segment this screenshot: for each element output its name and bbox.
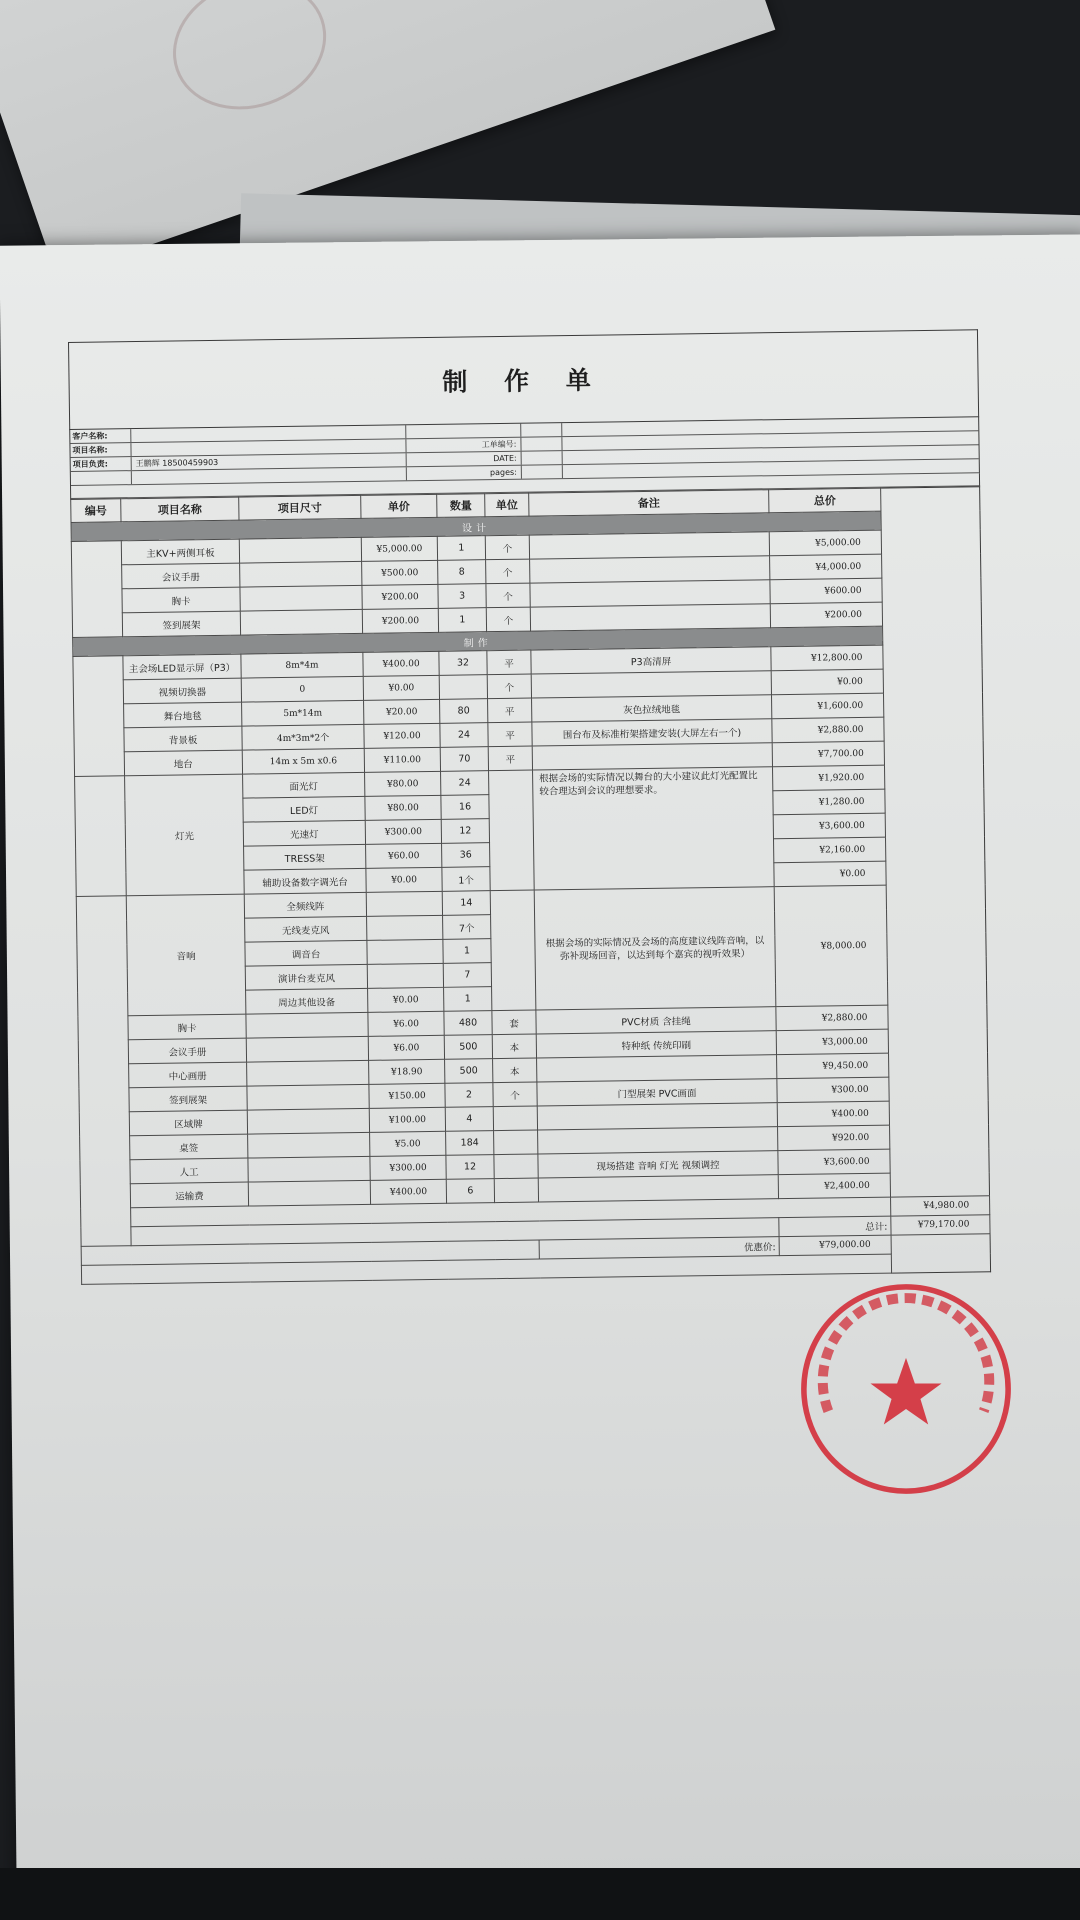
remark: PVC材质 含挂绳	[536, 1007, 776, 1034]
audio-note: 根据会场的实际情况及会场的高度建议线阵音响，以弥补现场回音，以达到每个嘉宾的视听效果）	[534, 887, 776, 1010]
quantity: 7	[443, 963, 491, 988]
unit-price: ¥500.00	[362, 560, 438, 585]
sub-item: 调音台	[245, 940, 367, 966]
item-name: 会议手册	[122, 563, 240, 589]
discount-label: 优惠价:	[539, 1237, 779, 1259]
order-table	[70, 486, 991, 1285]
section-label: 制作	[73, 626, 883, 656]
discount-value: ¥79,000.00	[779, 1235, 891, 1256]
item-name: 背景板	[124, 726, 242, 752]
line-total: ¥3,600.00	[778, 1149, 890, 1175]
unit	[494, 1130, 538, 1155]
line-total: ¥3,000.00	[776, 1029, 888, 1055]
col-header: 编号	[71, 499, 121, 523]
quantity: 1	[438, 608, 486, 633]
remark: 门型展架 PVC画面	[537, 1079, 777, 1106]
unit-price: ¥6.00	[368, 1035, 444, 1060]
sub-item: 无线麦克风	[245, 916, 367, 942]
quantity: 7个	[443, 915, 491, 940]
item-size: 14m x 5m x0.6	[242, 748, 364, 774]
audio-group-label: 音响	[126, 894, 246, 1016]
quantity: 1	[444, 987, 492, 1012]
unit-price: ¥80.00	[365, 771, 441, 796]
document-title: 制 作 单	[68, 329, 979, 429]
remark: 灰色拉绒地毯	[532, 695, 772, 722]
unit: 平	[487, 650, 531, 675]
unit-price: ¥5,000.00	[361, 536, 437, 561]
quantity: 6	[446, 1179, 494, 1204]
unit-price: ¥120.00	[364, 723, 440, 748]
line-total: ¥300.00	[777, 1077, 889, 1103]
dark-surface	[0, 1868, 1080, 1920]
item-name: 主会场LED显示屏（P3）	[123, 654, 241, 680]
unit-price	[367, 939, 443, 964]
sub-item: 全频线阵	[244, 892, 366, 918]
quantity: 24	[441, 771, 489, 796]
item-name: 视频切换器	[123, 678, 241, 704]
unit-price: ¥0.00	[366, 867, 442, 892]
unit: 个	[486, 607, 530, 632]
col-header: 项目名称	[121, 497, 239, 522]
remark	[538, 1127, 778, 1154]
unit-price: ¥200.00	[362, 608, 438, 633]
item-name: 签到展架	[122, 611, 240, 637]
quantity: 80	[440, 699, 488, 724]
unit: 平	[488, 698, 532, 723]
remark: 特种纸 传统印刷	[536, 1031, 776, 1058]
quantity: 16	[441, 795, 489, 820]
unit: 个	[493, 1082, 537, 1107]
col-header: 备注	[529, 490, 769, 516]
line-total: ¥2,880.00	[776, 1005, 888, 1031]
item-name: 胸卡	[128, 1014, 246, 1040]
line-total: ¥5,000.00	[769, 530, 881, 556]
quantity: 36	[442, 843, 490, 868]
production-order-form	[68, 329, 991, 1285]
remark	[537, 1055, 777, 1082]
company-seal-stamp	[795, 1278, 1017, 1500]
unit: 套	[492, 1010, 536, 1035]
work-no-label: 工单编号:	[406, 438, 521, 453]
line-total: ¥2,400.00	[778, 1173, 890, 1199]
line-total: ¥2,880.00	[772, 717, 884, 743]
item-size: 5m*14m	[242, 700, 364, 726]
quantity: 480	[444, 1011, 492, 1036]
unit-price: ¥18.90	[369, 1059, 445, 1084]
unit-price: ¥400.00	[370, 1179, 446, 1204]
quantity: 12	[446, 1155, 494, 1180]
quantity: 12	[441, 819, 489, 844]
item-size: 0	[241, 676, 363, 702]
sub-item: TRESS架	[244, 844, 366, 870]
unit: 本	[493, 1058, 537, 1083]
item-name: 地台	[124, 750, 242, 776]
sub-item: 光速灯	[243, 820, 365, 846]
col-header: 总价	[769, 488, 881, 513]
customer-label: 客户名称:	[70, 429, 131, 443]
col-header: 单位	[485, 493, 529, 517]
line-total: ¥920.00	[778, 1125, 890, 1151]
unit: 平	[488, 722, 532, 747]
item-name: 桌签	[130, 1134, 248, 1160]
unit: 平	[488, 746, 532, 771]
quantity: 184	[446, 1131, 494, 1156]
remark: P3高清屏	[531, 647, 771, 674]
quantity: 500	[444, 1035, 492, 1060]
line-total: ¥600.00	[770, 578, 882, 604]
lighting-group-label: 灯光	[125, 774, 245, 896]
col-header: 单价	[361, 494, 437, 518]
unit-price: ¥6.00	[368, 1011, 444, 1036]
unit-price: ¥300.00	[365, 819, 441, 844]
col-header: 数量	[437, 494, 485, 518]
remark: 围台布及标准桁架搭建安装(大屏左右一个)	[532, 719, 772, 746]
line-total: ¥0.00	[774, 861, 886, 887]
quantity: 1	[443, 939, 491, 964]
unit-price: ¥200.00	[362, 584, 438, 609]
item-name: 区域牌	[129, 1110, 247, 1136]
item-size: 8m*4m	[241, 652, 363, 678]
item-name: 舞台地毯	[124, 702, 242, 728]
grand-total-label: 总计:	[779, 1216, 891, 1237]
unit: 个	[485, 535, 529, 560]
quantity: 24	[440, 723, 488, 748]
line-total: ¥2,160.00	[774, 837, 886, 863]
date-label: DATE:	[407, 452, 522, 467]
unit-price: ¥110.00	[364, 747, 440, 772]
item-name: 胸卡	[122, 587, 240, 613]
item-name: 签到展架	[129, 1086, 247, 1112]
item-name: 会议手册	[128, 1038, 246, 1064]
unit-price	[366, 891, 442, 916]
sub-item: 面光灯	[243, 772, 365, 798]
unit: 个	[486, 559, 530, 584]
quantity: 4	[445, 1107, 493, 1132]
unit-price: ¥80.00	[365, 795, 441, 820]
line-total: ¥9,450.00	[777, 1053, 889, 1079]
quantity: 32	[439, 651, 487, 676]
remark	[537, 1103, 777, 1130]
unit	[493, 1106, 537, 1131]
line-total: ¥400.00	[777, 1101, 889, 1127]
quantity	[439, 675, 487, 700]
unit-price: ¥5.00	[370, 1131, 446, 1156]
unit: 本	[492, 1034, 536, 1059]
quantity: 3	[438, 584, 486, 609]
sub-item: 演讲台麦克风	[245, 964, 367, 990]
sub-item: LED灯	[243, 796, 365, 822]
project-label: 项目名称:	[70, 443, 131, 457]
item-name: 运输费	[130, 1182, 248, 1208]
quantity: 2	[445, 1083, 493, 1108]
remark	[532, 743, 772, 770]
quantity: 14	[442, 891, 490, 916]
item-name: 主KV+两侧耳板	[121, 539, 239, 565]
grand-total-value: ¥79,170.00	[891, 1215, 990, 1235]
unit-price: ¥100.00	[369, 1107, 445, 1132]
line-total: ¥200.00	[770, 602, 882, 628]
lighting-note: 根据会场的实际情况以舞台的大小建议此灯光配置比较合理达到会议的理想要求。	[533, 767, 775, 890]
sub-item: 辅助设备数字调光台	[244, 868, 366, 894]
remark	[531, 671, 771, 698]
line-total: ¥1,280.00	[773, 789, 885, 815]
quantity: 500	[445, 1059, 493, 1084]
unit-price: ¥0.00	[363, 675, 439, 700]
manager-value: 王鹏辉 18500459903	[132, 453, 407, 470]
quantity: 70	[440, 747, 488, 772]
section-label: 设计	[71, 511, 881, 541]
line-total: ¥12,800.00	[771, 645, 883, 671]
item-name: 人工	[130, 1158, 248, 1184]
manager-label: 项目负责:	[71, 457, 132, 471]
unit-price: ¥60.00	[366, 843, 442, 868]
sub-item: 周边其他设备	[246, 988, 368, 1014]
quantity: 8	[438, 560, 486, 585]
item-name: 中心画册	[129, 1062, 247, 1088]
quantity: 1	[437, 536, 485, 561]
unit: 个	[486, 583, 530, 608]
unit-price	[367, 963, 443, 988]
line-total: ¥1,600.00	[771, 693, 883, 719]
unit-price: ¥300.00	[370, 1155, 446, 1180]
unit: 个	[487, 674, 531, 699]
unit-price: ¥0.00	[368, 987, 444, 1012]
line-total: ¥4,000.00	[770, 554, 882, 580]
remark: 现场搭建 音响 灯光 视频调控	[538, 1151, 778, 1178]
faint-stamp-mark	[155, 0, 344, 130]
line-total: ¥7,700.00	[772, 741, 884, 767]
item-size: 4m*3m*2个	[242, 724, 364, 750]
line-total: ¥0.00	[771, 669, 883, 695]
remark	[538, 1175, 778, 1202]
col-header: 项目尺寸	[239, 495, 361, 520]
unit-price	[367, 915, 443, 940]
unit-price: ¥20.00	[364, 699, 440, 724]
quantity: 1个	[442, 867, 490, 892]
unit-price: ¥150.00	[369, 1083, 445, 1108]
summary-value: ¥4,980.00	[891, 1196, 990, 1216]
unit-price: ¥400.00	[363, 651, 439, 676]
pages-label: pages:	[407, 466, 522, 481]
line-total: ¥3,600.00	[773, 813, 885, 839]
audio-total: ¥8,000.00	[774, 885, 888, 1007]
line-total: ¥1,920.00	[772, 765, 884, 791]
